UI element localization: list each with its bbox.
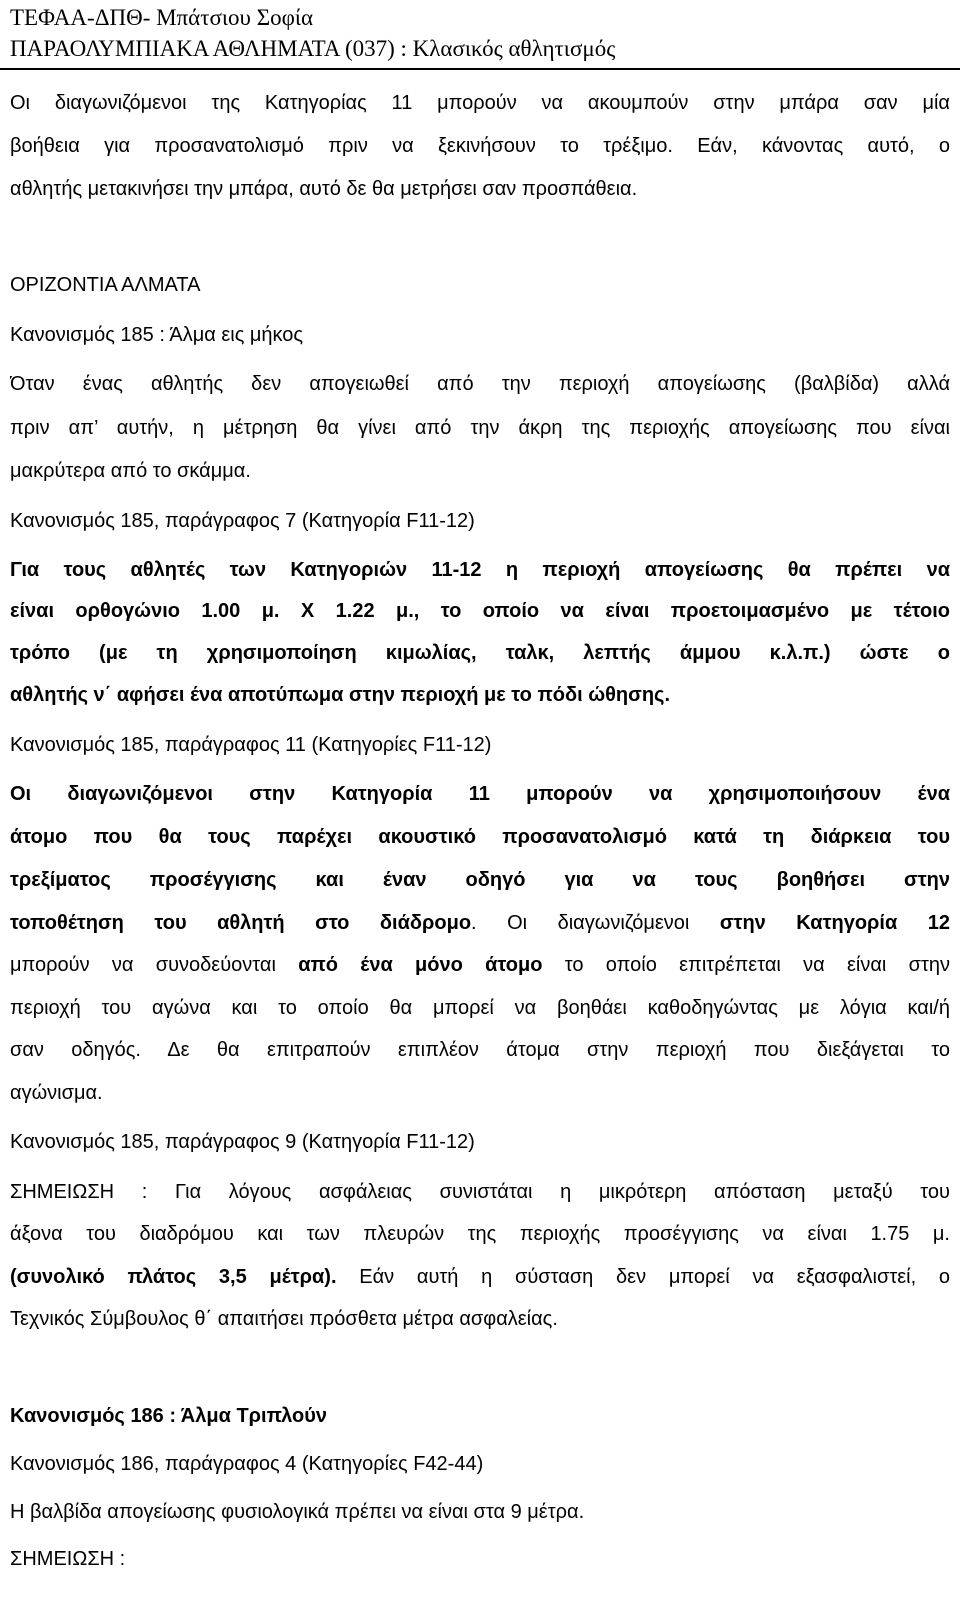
text-bold: στην Κατηγορία 12 xyxy=(719,912,950,934)
rule-186-title: Κανονισμός 186 : Άλμα Τριπλούν xyxy=(10,1405,328,1427)
rule-185-para11-line-1: Οι διαγωνιζόμενοι στην Κατηγορία 11 μπορούν να χρησιμοποιήσουν ένα xyxy=(10,783,950,805)
header-course: ΠΑΡΑΟΛΥΜΠΙΑΚΑ ΑΘΛΗΜΑΤΑ (037) : Κλασικός αθλητισμός xyxy=(10,36,616,61)
rule-185-para11-line-4 xyxy=(10,911,950,935)
text-regular: μπορούν να συνοδεύονται xyxy=(10,954,299,976)
intro-line-2: βοήθεια για προσανατολισμό πριν να ξεκινήσουν το τρέξιμο. Εάν, κάνοντας αυτό, ο xyxy=(10,135,950,157)
rule-185-para11-line-6: περιοχή του αγώνα και το οποίο θα μπορεί να βοηθάει καθοδηγώντας με λόγια και/ή xyxy=(10,997,950,1019)
intro-line-1: Οι διαγωνιζόμενοι της Κατηγορίας 11 μπορούν να ακουμπούν στην μπάρα σαν μία xyxy=(10,92,950,114)
rule-185-para9-line-3 xyxy=(10,1265,950,1289)
rule-185-p1-line-3: μακρύτερα από το σκάμμα. xyxy=(10,460,251,482)
rule-186-note: ΣΗΜΕΙΩΣΗ : xyxy=(10,1548,126,1570)
rule-185-para11-line-8: αγώνισμα. xyxy=(10,1082,103,1104)
header-author: ΤΕΦΑΑ-ΔΠΘ- Μπάτσιου Σοφία xyxy=(10,5,314,30)
rule-185-p1-line-2: πριν απ’ αυτήν, η μέτρηση θα γίνει από την άκρη της περιοχής απογείωσης που είναι xyxy=(10,417,950,439)
rule-185-title: Κανονισμός 185 : Άλμα εις μήκος xyxy=(10,324,304,346)
rule-185-para11-ref: Κανονισμός 185, παράγραφος 11 (Κατηγορίες F11-12) xyxy=(10,734,492,756)
rule-185-para9-line-4: Τεχνικός Σύμβουλος θ΄ απαιτήσει πρόσθετα μέτρα ασφαλείας. xyxy=(10,1308,558,1330)
rule-185-para11-line-2: άτομο που θα τους παρέχει ακουστικό προσανατολισμό κατά τη διάρκεια του xyxy=(10,826,950,848)
text-regular: το οποίο επιτρέπεται να είναι στην xyxy=(542,954,950,976)
rule-185-para9-line-1: ΣΗΜΕΙΩΣΗ : Για λόγους ασφάλειας συνιστάται η μικρότερη απόσταση μεταξύ του xyxy=(10,1181,950,1203)
text-regular: Εάν αυτή η σύσταση δεν μπορεί να εξασφαλιστεί, ο xyxy=(336,1266,950,1288)
rule-185-para11-line-3: τρεξίματος προσέγγισης και έναν οδηγό για να τους βοηθήσει στην xyxy=(10,869,950,891)
rule-185-para11-line-7: σαν οδηγός. Δε θα επιτραπούν επιπλέον άτομα στην περιοχή που διεξάγεται το xyxy=(10,1039,950,1061)
rule-185-para7-line-2: είναι ορθογώνιο 1.00 μ. Χ 1.22 μ., το οποίο να είναι προετοιμασμένο με τέτοιο xyxy=(10,600,950,622)
text-regular: . Οι διαγωνιζόμενοι xyxy=(471,912,720,934)
rule-185-para9-line-2: άξονα του διαδρόμου και των πλευρών της περιοχής προσέγγισης να είναι 1.75 μ. xyxy=(10,1223,950,1245)
rule-185-para7-line-3: τρόπο (με τη χρησιμοποίηση κιμωλίας, ταλκ, λεπτής άμμου κ.λ.π.) ώστε ο xyxy=(10,642,950,664)
text-bold: τοποθέτηση του αθλητή στο διάδρομο xyxy=(10,912,472,934)
rule-185-para11-line-5 xyxy=(10,953,950,977)
header-rule xyxy=(0,68,960,70)
rule-185-para9-ref: Κανονισμός 185, παράγραφος 9 (Κατηγορία F11-12) xyxy=(10,1131,475,1153)
text-bold: από ένα μόνο άτομο xyxy=(298,954,543,976)
rule-185-para7-ref: Κανονισμός 185, παράγραφος 7 (Κατηγορία F11-12) xyxy=(10,510,475,532)
section-title: ΟΡΙΖΟΝΤΙΑ ΑΛΜΑΤΑ xyxy=(10,274,201,296)
rule-185-p1-line-1: Όταν ένας αθλητής δεν απογειωθεί από την περιοχή απογείωσης (βαλβίδα) αλλά xyxy=(10,373,950,395)
rule-185-para7-line-4: αθλητής ν΄ αφήσει ένα αποτύπωμα στην περιοχή με το πόδι ώθησης. xyxy=(10,684,670,706)
rule-185-para7-line-1: Για τους αθλητές των Κατηγοριών 11-12 η περιοχή απογείωσης θα πρέπει να xyxy=(10,559,950,581)
text-bold: (συνολικό πλάτος 3,5 μέτρα). xyxy=(10,1266,337,1288)
rule-186-para4-text: Η βαλβίδα απογείωσης φυσιολογικά πρέπει να είναι στα 9 μέτρα. xyxy=(10,1501,585,1523)
rule-186-para4-ref: Κανονισμός 186, παράγραφος 4 (Κατηγορίες F42-44) xyxy=(10,1453,484,1475)
intro-line-3: αθλητής μετακινήσει την μπάρα, αυτό δε θα μετρήσει σαν προσπάθεια. xyxy=(10,178,638,200)
